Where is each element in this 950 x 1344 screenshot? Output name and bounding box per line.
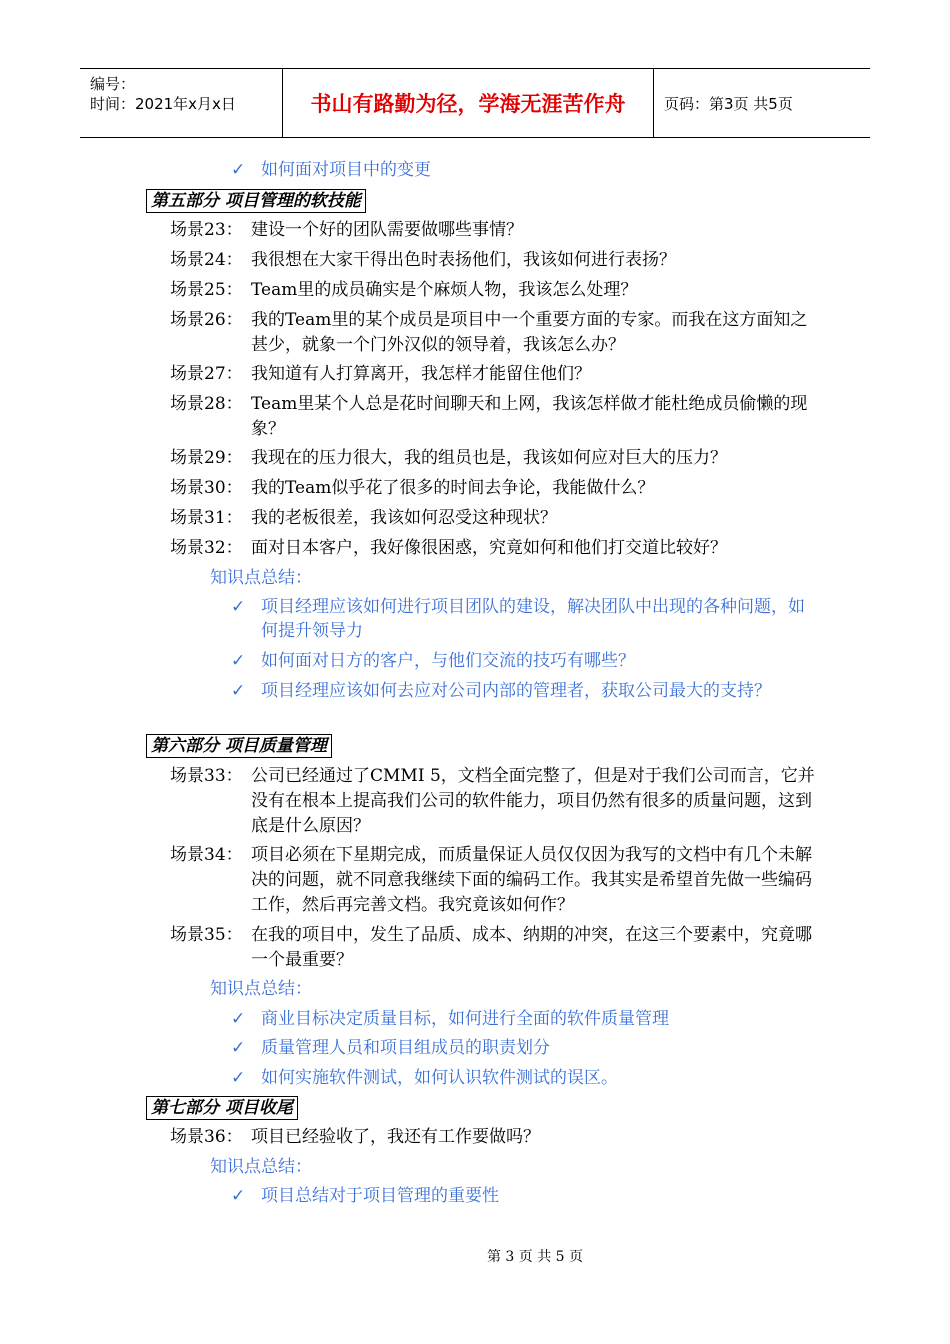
bullet-text: 商业目标决定质量目标，如何进行全面的软件质量管理 (261, 1009, 669, 1029)
scene-text: 项目已经验收了，我还有工作要做吗？ (251, 1127, 540, 1147)
scene-label: 场景31： (170, 508, 243, 528)
page-header (80, 68, 870, 138)
bullet-item (261, 649, 635, 673)
header-page: 页码：第3页 共5页 (664, 94, 793, 113)
bullet-item (261, 158, 431, 182)
bullet-item (261, 1007, 669, 1031)
bullet-item (261, 1184, 499, 1208)
scene-label: 场景28： (170, 394, 243, 414)
scene-text: 建设一个好的团队需要做哪些事情？ (251, 220, 523, 240)
scene-text: Team里某个人总是花时间聊天和上网，我该怎样做才能杜绝成员偷懒的现象？ (251, 394, 808, 439)
scene-text: 我很想在大家干得出色时表扬他们，我该如何进行表扬？ (251, 250, 676, 270)
summary-label: 知识点总结： (210, 979, 312, 999)
scene-text: Team里的成员确实是个麻烦人物，我该怎么处理？ (251, 280, 638, 300)
section-title: 第六部分 项目质量管理 (146, 734, 332, 758)
bullet-text: 如何实施软件测试，如何认识软件测试的误区。 (261, 1068, 618, 1088)
scene-label: 场景23： (170, 220, 243, 240)
scene-text: 我知道有人打算离开，我怎样才能留住他们？ (251, 364, 591, 384)
bullet-text: 质量管理人员和项目组成员的职责划分 (261, 1038, 550, 1058)
page-footer (0, 1246, 950, 1266)
scene-label: 场景27： (170, 364, 243, 384)
bullet-text: 如何面对项目中的变更 (261, 160, 431, 180)
scene-label: 场景25： (170, 280, 243, 300)
header-number: 编号： (90, 75, 136, 93)
footer-page-number: 第 3 页 共 5 页 (486, 1249, 584, 1265)
section-title: 第五部分 项目管理的软技能 (146, 189, 366, 213)
scene-label: 场景34： (170, 845, 243, 865)
scene-text: 公司已经通过了CMMI 5，文档全面完整了，但是对于我们公司而言，它并没有在根本上提高我们公司的软件能力，项目仍然有很多的质量问题，这到底是什么原因？ (251, 766, 815, 836)
scene-text: 面对日本客户，我好像很困惑，究竟如何和他们打交道比较好？ (251, 538, 727, 558)
section-title: 第七部分 项目收尾 (146, 1096, 298, 1120)
scene-text: 我的Team里的某个成员是项目中一个重要方面的专家。而我在这方面知之甚少，就象一个门外汉似的领导着，我该怎么办？ (251, 310, 808, 355)
scene-label: 场景30： (170, 478, 243, 498)
scene-text: 项目必须在下星期完成，而质量保证人员仅仅因为我写的文档中有几个未解决的问题，就不同意我继续下面的编码工作。我其实是希望首先做一些编码工作，然后再完善文档。我究竟该如何作？ (251, 845, 812, 915)
bullet-item (261, 1066, 618, 1090)
scene-label: 场景26： (170, 310, 243, 330)
bullet-text: 如何面对日方的客户，与他们交流的技巧有哪些？ (261, 651, 635, 671)
bullet-item (261, 679, 821, 703)
scene-label: 场景36： (170, 1127, 243, 1147)
scene-text: 我的老板很差，我该如何忍受这种现状？ (251, 508, 557, 528)
scene-text: 我的Team似乎花了很多的时间去争论，我能做什么？ (251, 478, 655, 498)
scene-label: 场景29： (170, 448, 243, 468)
header-meta (80, 69, 283, 137)
scene-label: 场景24： (170, 250, 243, 270)
summary-label: 知识点总结： (210, 1157, 312, 1177)
scene-label: 场景35： (170, 925, 243, 945)
scene-text: 我现在的压力很大，我的组员也是，我该如何应对巨大的压力？ (251, 448, 727, 468)
scene-text: 在我的项目中，发生了品质、成本、纳期的冲突，在这三个要素中，究竟哪一个最重要？ (251, 925, 812, 970)
header-motto: 书山有路勤为径，学海无涯苦作舟 (283, 69, 654, 137)
bullet-text: 项目总结对于项目管理的重要性 (261, 1186, 499, 1206)
bullet-text: 项目经理应该如何去应对公司内部的管理者，获取公司最大的支持？ (261, 681, 771, 701)
scene-label: 场景33： (170, 766, 243, 786)
header-time: 时间：2021年x月x日 (90, 95, 236, 113)
bullet-item (261, 595, 821, 643)
summary-label: 知识点总结： (210, 568, 312, 588)
scene-label: 场景32： (170, 538, 243, 558)
bullet-text: 项目经理应该如何进行项目团队的建设，解决团队中出现的各种问题，如何提升领导力 (261, 597, 805, 641)
bullet-item (261, 1036, 550, 1060)
